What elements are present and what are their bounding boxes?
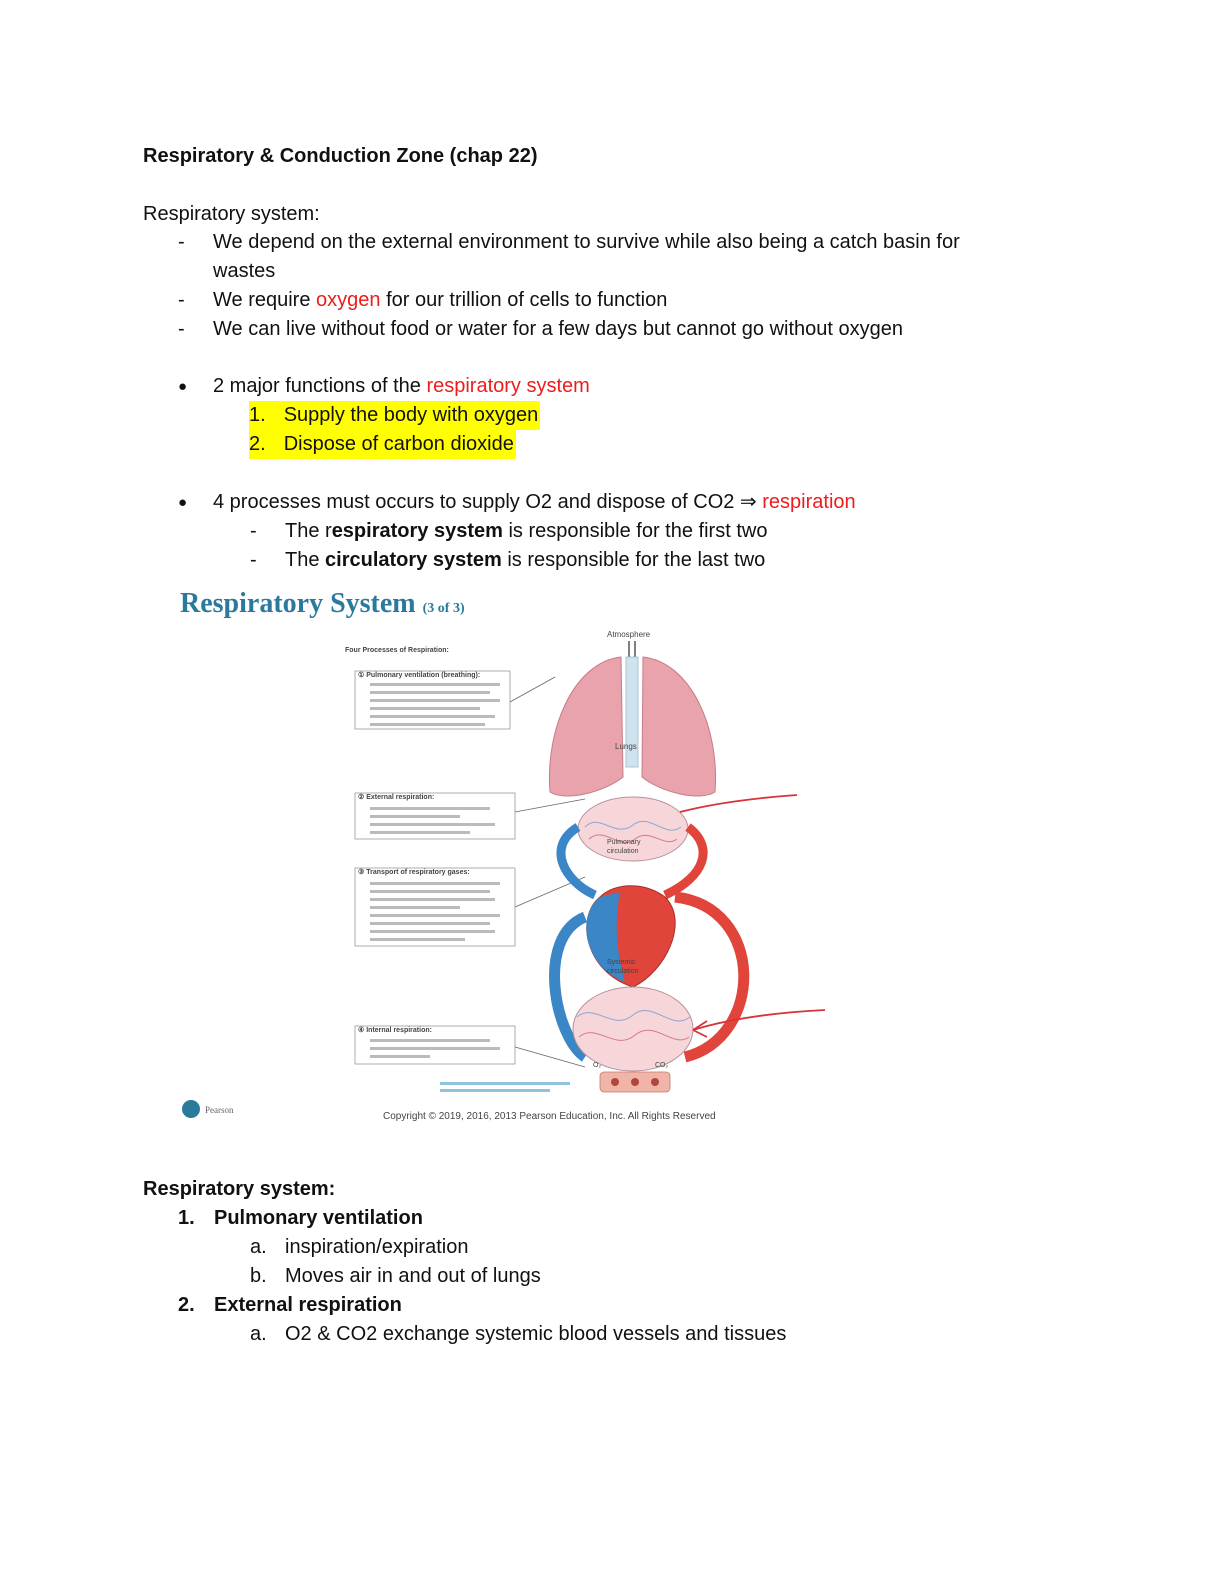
list-item-continued: wastes: [213, 260, 276, 282]
pulmonary-label-2: circulation: [607, 848, 639, 855]
dash-marker: -: [250, 549, 257, 571]
step1-label: ① Pulmonary ventilation (breathing):: [358, 672, 481, 679]
page-title: Respiratory & Conduction Zone (chap 22): [143, 145, 538, 167]
bullet-marker: ●: [178, 378, 188, 395]
sub-item: O2 & CO2 exchange systemic blood vessels and tissues: [285, 1323, 787, 1345]
systemic-capillary-bed: [573, 987, 693, 1071]
pulmonary-label-1: Pulmonary: [607, 839, 641, 846]
o2-label: O₂: [593, 1062, 602, 1069]
four-processes-label: Four Processes of Respiration:: [345, 647, 449, 654]
sub-item: inspiration/expiration: [285, 1236, 469, 1258]
figure-title: Respiratory System (3 of 3): [180, 588, 465, 619]
respiratory-system-figure: [145, 577, 865, 1137]
bullet-marker: ●: [178, 494, 188, 511]
list-item: 2 major functions of the respiratory system: [213, 375, 590, 397]
section-heading: Respiratory system:: [143, 1178, 336, 1200]
step2-label: ② External respiration:: [358, 794, 435, 801]
list-item: We can live without food or water for a few days but cannot go without oxygen: [213, 318, 904, 340]
sub-item: The respiratory system is responsible for the first two: [285, 520, 768, 542]
list-item: We require oxygen for our trillion of cells to function: [213, 289, 668, 311]
lungs-label: Lungs: [615, 742, 637, 751]
tissue-cells: [600, 1072, 670, 1092]
list-item: 4 processes must occurs to supply O2 and dispose of CO2 ⇒ respiration: [213, 491, 856, 513]
letter-marker: a.: [250, 1323, 267, 1345]
pearson-logo-icon: [182, 1100, 200, 1118]
atmosphere-label: Atmosphere: [607, 630, 651, 639]
highlight-respiration: respiration: [762, 491, 856, 513]
letter-marker: b.: [250, 1265, 267, 1287]
sub-item: The circulatory system is responsible for the last two: [285, 549, 766, 571]
systemic-label-1: Systemic: [607, 959, 636, 966]
section-heading: Respiratory system:: [143, 203, 320, 225]
dash-marker: -: [178, 318, 185, 340]
copyright-text: Copyright © 2019, 2016, 2013 Pearson Education, Inc. All Rights Reserved: [383, 1111, 716, 1122]
co2-label: CO₂: [655, 1062, 669, 1069]
numbered-item-highlighted: 1. Supply the body with oxygen: [249, 401, 540, 430]
numbered-item: Pulmonary ventilation: [214, 1207, 423, 1229]
systemic-label-2: circulation: [607, 968, 639, 975]
numbered-item: External respiration: [214, 1294, 402, 1316]
pearson-label: Pearson: [205, 1105, 234, 1115]
dash-marker: -: [178, 231, 185, 253]
letter-marker: a.: [250, 1236, 267, 1258]
dash-marker: -: [250, 520, 257, 542]
numbered-marker: 2.: [178, 1294, 195, 1316]
numbered-marker: 1.: [178, 1207, 195, 1229]
numbered-item-highlighted: 2. Dispose of carbon dioxide: [249, 430, 516, 459]
highlight-oxygen: oxygen: [316, 289, 381, 311]
list-item: We depend on the external environment to survive while also being a catch basin for: [213, 231, 960, 253]
step3-label: ③ Transport of respiratory gases:: [358, 869, 470, 876]
highlight-respiratory-system: respiratory system: [426, 375, 590, 397]
sub-item: Moves air in and out of lungs: [285, 1265, 541, 1287]
step4-label: ④ Internal respiration:: [358, 1027, 432, 1034]
dash-marker: -: [178, 289, 185, 311]
